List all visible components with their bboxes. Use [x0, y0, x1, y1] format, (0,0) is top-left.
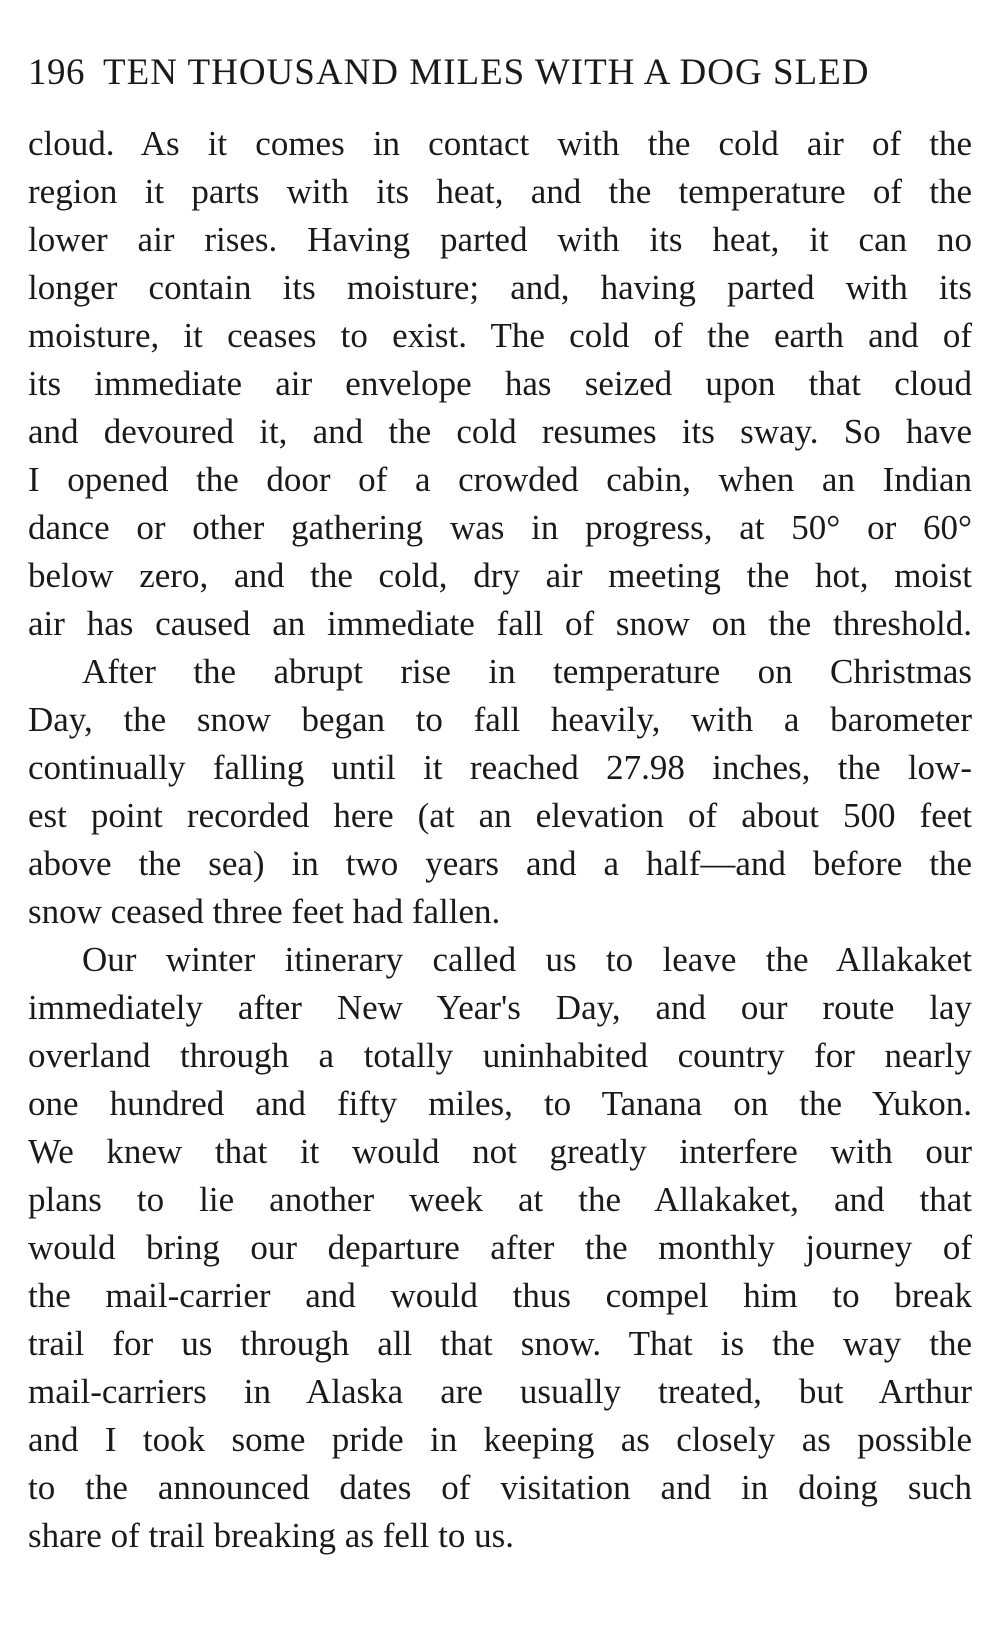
text-line: Day, the snow began to fall heavily, with a barometer — [28, 700, 972, 739]
text-line: immediately after New Year's Day, and our route lay — [28, 988, 972, 1027]
text-line: trail for us through all that snow. That is the way the — [28, 1324, 972, 1363]
text-line: snow ceased three feet had fallen. — [28, 892, 501, 931]
text-line: and I took some pride in keeping as closely as possible — [28, 1420, 972, 1459]
paragraph — [28, 120, 972, 648]
running-head — [28, 48, 972, 98]
paragraph — [28, 648, 972, 936]
text-line: overland through a totally uninhabited country for nearly — [28, 1036, 972, 1075]
text-line: moisture, it ceases to exist. The cold of the earth and of — [28, 316, 972, 355]
text-line: longer contain its moisture; and, having parted with its — [28, 268, 972, 307]
text-line: share of trail breaking as fell to us. — [28, 1516, 514, 1555]
text-line: one hundred and fifty miles, to Tanana on the Yukon. — [28, 1084, 972, 1123]
text-line: air has caused an immediate fall of snow on the threshold. — [28, 604, 972, 643]
text-line: cloud. As it comes in contact with the cold air of the — [28, 124, 972, 163]
text-line: would bring our departure after the monthly journey of — [28, 1228, 972, 1267]
text-line: lower air rises. Having parted with its heat, it can no — [28, 220, 972, 259]
text-line: below zero, and the cold, dry air meeting the hot, moist — [28, 556, 972, 595]
text-line: Our winter itinerary called us to leave the Allakaket — [82, 940, 972, 979]
text-line: I opened the door of a crowded cabin, when an Indian — [28, 460, 972, 499]
text-line: dance or other gathering was in progress, at 50° or 60° — [28, 508, 972, 547]
text-line: to the announced dates of visitation and in doing such — [28, 1468, 972, 1507]
running-title: TEN THOUSAND MILES WITH A DOG SLED — [103, 52, 870, 93]
paragraph — [28, 936, 972, 1560]
book-page — [28, 0, 972, 1633]
text-line: continually falling until it reached 27.98 inches, the low- — [28, 748, 972, 787]
text-line: and devoured it, and the cold resumes its sway. So have — [28, 412, 972, 451]
text-line: the mail-carrier and would thus compel him to break — [28, 1276, 972, 1315]
text-line: After the abrupt rise in temperature on Christmas — [82, 652, 972, 691]
text-line: its immediate air envelope has seized upon that cloud — [28, 364, 972, 403]
text-line: region it parts with its heat, and the temperature of the — [28, 172, 972, 211]
text-line: above the sea) in two years and a half—and before the — [28, 844, 972, 883]
body-text — [28, 120, 972, 1560]
page-number: 196 — [28, 52, 85, 93]
text-line: est point recorded here (at an elevation of about 500 feet — [28, 796, 972, 835]
text-line: We knew that it would not greatly interfere with our — [28, 1132, 972, 1171]
text-line: plans to lie another week at the Allakaket, and that — [28, 1180, 972, 1219]
text-line: mail-carriers in Alaska are usually treated, but Arthur — [28, 1372, 972, 1411]
